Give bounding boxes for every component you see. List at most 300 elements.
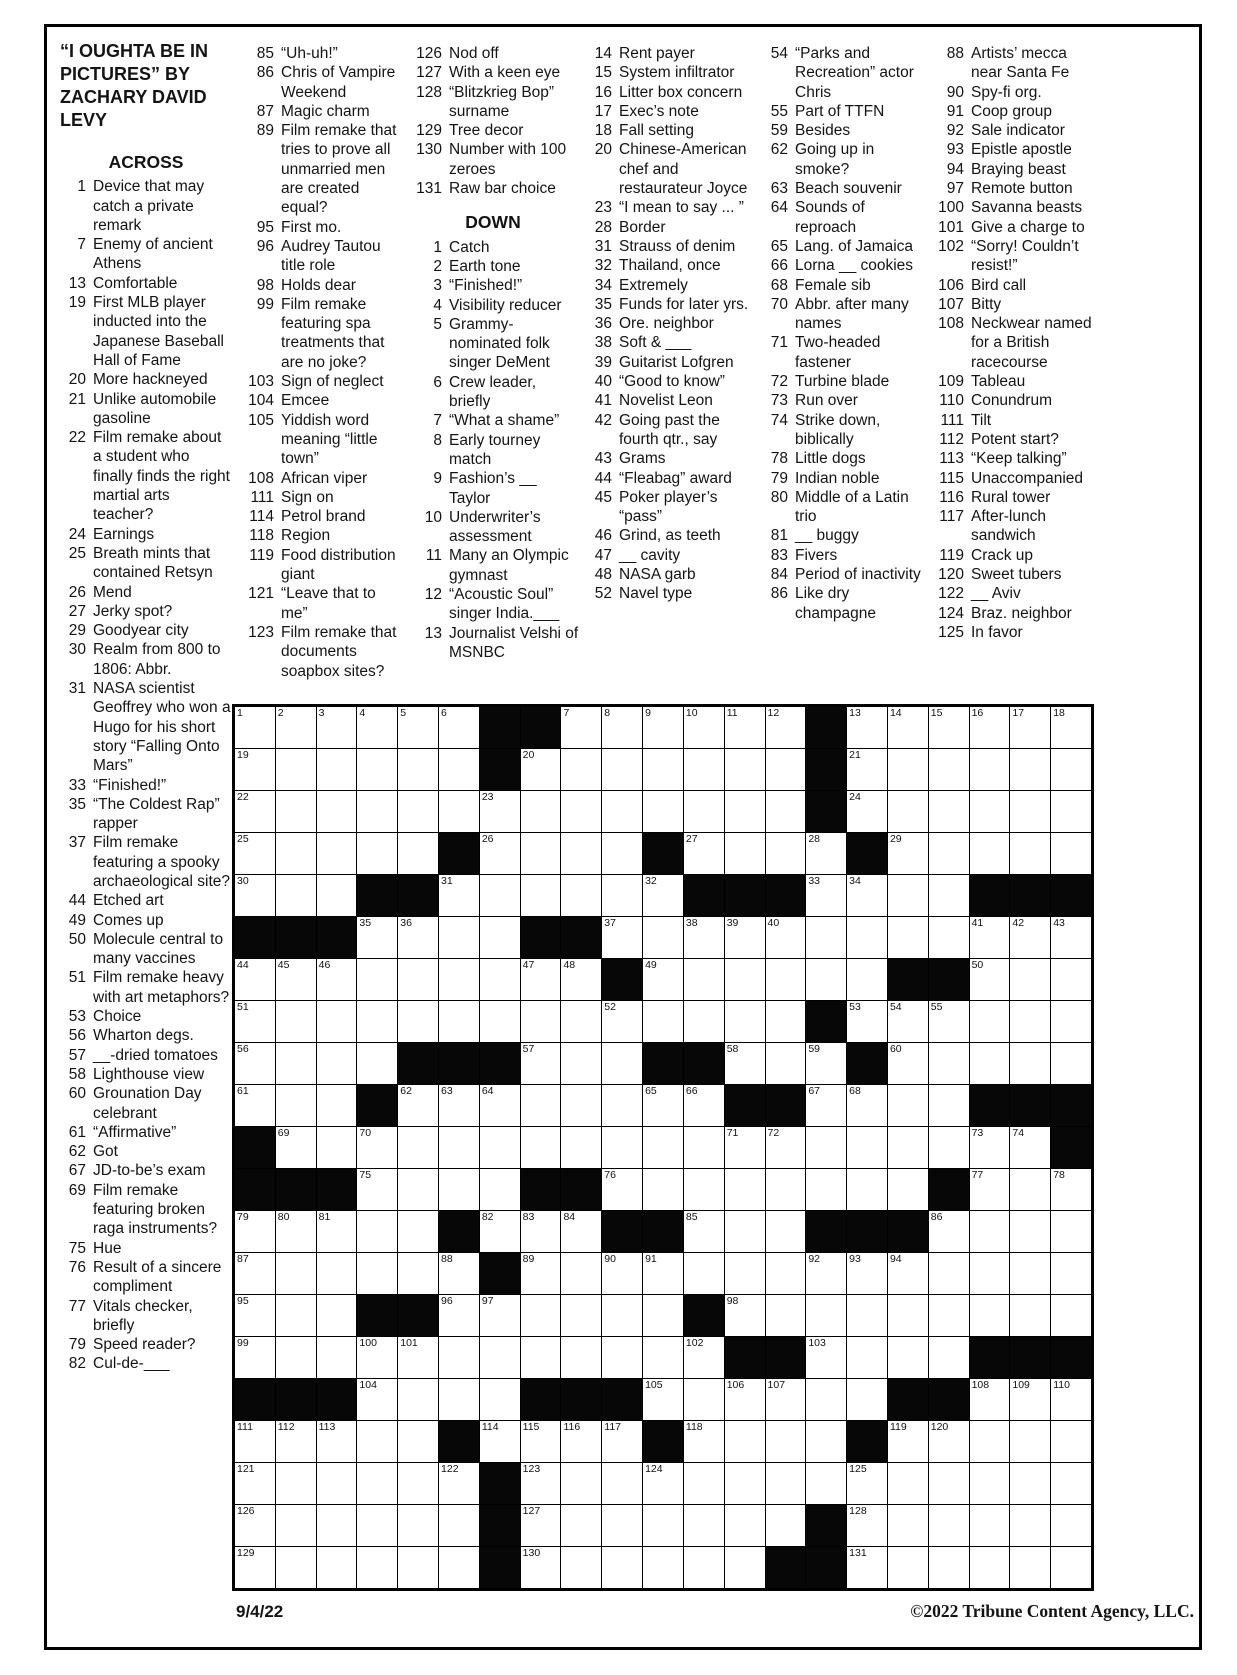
grid-cell[interactable] [561, 833, 601, 874]
grid-cell[interactable] [970, 1295, 1010, 1336]
grid-cell[interactable] [643, 1127, 683, 1168]
grid-cell[interactable] [684, 1127, 724, 1168]
grid-cell[interactable] [439, 1505, 479, 1546]
grid-cell[interactable] [602, 1295, 642, 1336]
grid-cell[interactable] [806, 959, 846, 1000]
grid-cell[interactable] [806, 1253, 846, 1294]
grid-cell[interactable] [847, 917, 887, 958]
grid-cell[interactable] [398, 1547, 438, 1588]
grid-cell[interactable] [276, 875, 316, 916]
grid-cell[interactable] [643, 959, 683, 1000]
grid-cell[interactable] [602, 1085, 642, 1126]
grid-cell[interactable] [970, 1001, 1010, 1042]
grid-cell[interactable] [602, 749, 642, 790]
grid-cell[interactable] [929, 791, 969, 832]
grid-cell[interactable] [561, 749, 601, 790]
grid-cell[interactable] [357, 1253, 397, 1294]
grid-cell[interactable] [398, 1463, 438, 1504]
grid-cell[interactable] [847, 749, 887, 790]
grid-cell[interactable] [480, 875, 520, 916]
grid-cell[interactable] [766, 1505, 806, 1546]
grid-cell[interactable] [357, 707, 397, 748]
grid-cell[interactable] [317, 1211, 357, 1252]
grid-cell[interactable] [643, 707, 683, 748]
grid-cell[interactable] [1010, 1169, 1050, 1210]
grid-cell[interactable] [561, 1295, 601, 1336]
grid-cell[interactable] [521, 1295, 561, 1336]
grid-cell[interactable] [929, 875, 969, 916]
grid-cell[interactable] [806, 1463, 846, 1504]
grid-cell[interactable] [602, 1127, 642, 1168]
grid-cell[interactable] [725, 917, 765, 958]
grid-cell[interactable] [480, 791, 520, 832]
grid-cell[interactable] [725, 1127, 765, 1168]
grid-cell[interactable] [480, 1421, 520, 1462]
grid-cell[interactable] [398, 1505, 438, 1546]
grid-cell[interactable] [602, 791, 642, 832]
grid-cell[interactable] [888, 875, 928, 916]
grid-cell[interactable] [847, 707, 887, 748]
grid-cell[interactable] [317, 1547, 357, 1588]
grid-cell[interactable] [806, 1169, 846, 1210]
grid-cell[interactable] [317, 875, 357, 916]
grid-cell[interactable] [766, 1127, 806, 1168]
grid-cell[interactable] [561, 1547, 601, 1588]
grid-cell[interactable] [847, 1169, 887, 1210]
grid-cell[interactable] [643, 1337, 683, 1378]
grid-cell[interactable] [235, 1505, 275, 1546]
grid-cell[interactable] [1010, 1127, 1050, 1168]
grid-cell[interactable] [929, 917, 969, 958]
grid-cell[interactable] [1010, 1547, 1050, 1588]
grid-cell[interactable] [235, 1295, 275, 1336]
grid-cell[interactable] [602, 1421, 642, 1462]
grid-cell[interactable] [480, 1337, 520, 1378]
grid-cell[interactable] [602, 1547, 642, 1588]
grid-cell[interactable] [766, 1001, 806, 1042]
grid-cell[interactable] [317, 1505, 357, 1546]
grid-cell[interactable] [398, 1001, 438, 1042]
grid-cell[interactable] [480, 1085, 520, 1126]
grid-cell[interactable] [806, 833, 846, 874]
grid-cell[interactable] [276, 1547, 316, 1588]
grid-cell[interactable] [684, 1001, 724, 1042]
grid-cell[interactable] [806, 1337, 846, 1378]
grid-cell[interactable] [398, 749, 438, 790]
grid-cell[interactable] [806, 1085, 846, 1126]
grid-cell[interactable] [235, 1547, 275, 1588]
grid-cell[interactable] [317, 707, 357, 748]
grid-cell[interactable] [521, 1505, 561, 1546]
grid-cell[interactable] [847, 1505, 887, 1546]
grid-cell[interactable] [929, 1211, 969, 1252]
grid-cell[interactable] [1010, 707, 1050, 748]
grid-cell[interactable] [766, 1253, 806, 1294]
grid-cell[interactable] [357, 749, 397, 790]
grid-cell[interactable] [398, 1085, 438, 1126]
grid-cell[interactable] [521, 833, 561, 874]
grid-cell[interactable] [847, 959, 887, 1000]
grid-cell[interactable] [561, 1505, 601, 1546]
grid-cell[interactable] [888, 1169, 928, 1210]
grid-cell[interactable] [725, 1547, 765, 1588]
grid-cell[interactable] [970, 1421, 1010, 1462]
grid-cell[interactable] [235, 1085, 275, 1126]
grid-cell[interactable] [561, 707, 601, 748]
grid-cell[interactable] [643, 917, 683, 958]
grid-cell[interactable] [766, 707, 806, 748]
grid-cell[interactable] [684, 1505, 724, 1546]
grid-cell[interactable] [847, 1337, 887, 1378]
grid-cell[interactable] [276, 1085, 316, 1126]
grid-cell[interactable] [1051, 833, 1091, 874]
grid-cell[interactable] [317, 833, 357, 874]
grid-cell[interactable] [276, 1505, 316, 1546]
grid-cell[interactable] [888, 791, 928, 832]
grid-cell[interactable] [521, 1463, 561, 1504]
grid-cell[interactable] [602, 875, 642, 916]
grid-cell[interactable] [317, 1463, 357, 1504]
grid-cell[interactable] [847, 1085, 887, 1126]
grid-cell[interactable] [398, 1211, 438, 1252]
grid-cell[interactable] [1010, 1253, 1050, 1294]
grid-cell[interactable] [235, 875, 275, 916]
grid-cell[interactable] [439, 1169, 479, 1210]
grid-cell[interactable] [1051, 1463, 1091, 1504]
grid-cell[interactable] [643, 1169, 683, 1210]
grid-cell[interactable] [235, 1253, 275, 1294]
grid-cell[interactable] [357, 1505, 397, 1546]
grid-cell[interactable] [766, 1043, 806, 1084]
grid-cell[interactable] [847, 875, 887, 916]
grid-cell[interactable] [725, 1169, 765, 1210]
grid-cell[interactable] [684, 833, 724, 874]
grid-cell[interactable] [725, 1379, 765, 1420]
grid-cell[interactable] [684, 917, 724, 958]
grid-cell[interactable] [643, 749, 683, 790]
grid-cell[interactable] [439, 1085, 479, 1126]
grid-cell[interactable] [766, 1211, 806, 1252]
grid-cell[interactable] [1051, 959, 1091, 1000]
grid-cell[interactable] [561, 1421, 601, 1462]
grid-cell[interactable] [561, 1337, 601, 1378]
grid-cell[interactable] [357, 791, 397, 832]
grid-cell[interactable] [357, 917, 397, 958]
grid-cell[interactable] [521, 1211, 561, 1252]
grid-cell[interactable] [276, 749, 316, 790]
grid-cell[interactable] [1010, 959, 1050, 1000]
grid-cell[interactable] [317, 791, 357, 832]
grid-cell[interactable] [725, 1505, 765, 1546]
grid-cell[interactable] [521, 1127, 561, 1168]
grid-cell[interactable] [1051, 749, 1091, 790]
grid-cell[interactable] [888, 1085, 928, 1126]
grid-cell[interactable] [725, 1043, 765, 1084]
grid-cell[interactable] [602, 1505, 642, 1546]
grid-cell[interactable] [276, 1127, 316, 1168]
grid-cell[interactable] [766, 791, 806, 832]
grid-cell[interactable] [480, 1379, 520, 1420]
grid-cell[interactable] [276, 791, 316, 832]
grid-cell[interactable] [888, 1463, 928, 1504]
grid-cell[interactable] [398, 1421, 438, 1462]
grid-cell[interactable] [561, 791, 601, 832]
grid-cell[interactable] [929, 749, 969, 790]
grid-cell[interactable] [561, 1043, 601, 1084]
grid-cell[interactable] [684, 1379, 724, 1420]
grid-cell[interactable] [276, 1421, 316, 1462]
grid-cell[interactable] [847, 1001, 887, 1042]
grid-cell[interactable] [1051, 707, 1091, 748]
grid-cell[interactable] [888, 1001, 928, 1042]
grid-cell[interactable] [317, 1085, 357, 1126]
grid-cell[interactable] [643, 1505, 683, 1546]
grid-cell[interactable] [929, 1043, 969, 1084]
grid-cell[interactable] [439, 1295, 479, 1336]
grid-cell[interactable] [970, 1043, 1010, 1084]
grid-cell[interactable] [276, 1463, 316, 1504]
grid-cell[interactable] [439, 1379, 479, 1420]
grid-cell[interactable] [1010, 1463, 1050, 1504]
grid-cell[interactable] [970, 1253, 1010, 1294]
grid-cell[interactable] [684, 1085, 724, 1126]
grid-cell[interactable] [480, 1211, 520, 1252]
grid-cell[interactable] [276, 1253, 316, 1294]
grid-cell[interactable] [521, 1421, 561, 1462]
grid-cell[interactable] [806, 1379, 846, 1420]
grid-cell[interactable] [806, 875, 846, 916]
grid-cell[interactable] [684, 791, 724, 832]
grid-cell[interactable] [357, 1547, 397, 1588]
grid-cell[interactable] [888, 1127, 928, 1168]
grid-cell[interactable] [929, 833, 969, 874]
grid-cell[interactable] [806, 1295, 846, 1336]
grid-cell[interactable] [602, 707, 642, 748]
grid-cell[interactable] [766, 749, 806, 790]
grid-cell[interactable] [725, 1253, 765, 1294]
grid-cell[interactable] [235, 791, 275, 832]
grid-cell[interactable] [602, 833, 642, 874]
grid-cell[interactable] [480, 1127, 520, 1168]
grid-cell[interactable] [806, 1127, 846, 1168]
grid-cell[interactable] [643, 1463, 683, 1504]
grid-cell[interactable] [1051, 1295, 1091, 1336]
grid-cell[interactable] [725, 959, 765, 1000]
grid-cell[interactable] [929, 1001, 969, 1042]
grid-cell[interactable] [521, 1001, 561, 1042]
grid-cell[interactable] [888, 1421, 928, 1462]
grid-cell[interactable] [398, 917, 438, 958]
grid-cell[interactable] [684, 707, 724, 748]
grid-cell[interactable] [847, 1253, 887, 1294]
grid-cell[interactable] [643, 1547, 683, 1588]
grid-cell[interactable] [439, 1337, 479, 1378]
grid-cell[interactable] [847, 791, 887, 832]
grid-cell[interactable] [235, 707, 275, 748]
grid-cell[interactable] [357, 1379, 397, 1420]
grid-cell[interactable] [357, 1211, 397, 1252]
grid-cell[interactable] [970, 1211, 1010, 1252]
grid-cell[interactable] [725, 1463, 765, 1504]
grid-cell[interactable] [602, 917, 642, 958]
grid-cell[interactable] [1010, 1295, 1050, 1336]
grid-cell[interactable] [1010, 1421, 1050, 1462]
grid-cell[interactable] [1010, 1001, 1050, 1042]
grid-cell[interactable] [1051, 1253, 1091, 1294]
grid-cell[interactable] [521, 1043, 561, 1084]
grid-cell[interactable] [480, 833, 520, 874]
grid-cell[interactable] [357, 1001, 397, 1042]
grid-cell[interactable] [643, 1085, 683, 1126]
grid-cell[interactable] [929, 1463, 969, 1504]
grid-cell[interactable] [398, 959, 438, 1000]
grid-cell[interactable] [643, 791, 683, 832]
grid-cell[interactable] [806, 1421, 846, 1462]
grid-cell[interactable] [357, 1421, 397, 1462]
grid-cell[interactable] [684, 1421, 724, 1462]
grid-cell[interactable] [521, 791, 561, 832]
grid-cell[interactable] [970, 1505, 1010, 1546]
grid-cell[interactable] [357, 1169, 397, 1210]
grid-cell[interactable] [1051, 791, 1091, 832]
grid-cell[interactable] [766, 917, 806, 958]
grid-cell[interactable] [276, 959, 316, 1000]
grid-cell[interactable] [684, 959, 724, 1000]
grid-cell[interactable] [643, 1253, 683, 1294]
grid-cell[interactable] [929, 1337, 969, 1378]
grid-cell[interactable] [480, 1001, 520, 1042]
grid-cell[interactable] [521, 1253, 561, 1294]
grid-cell[interactable] [439, 1547, 479, 1588]
grid-cell[interactable] [888, 833, 928, 874]
grid-cell[interactable] [276, 707, 316, 748]
grid-cell[interactable] [317, 1337, 357, 1378]
grid-cell[interactable] [1010, 1211, 1050, 1252]
grid-cell[interactable] [317, 1421, 357, 1462]
grid-cell[interactable] [521, 749, 561, 790]
grid-cell[interactable] [929, 1085, 969, 1126]
grid-cell[interactable] [888, 1547, 928, 1588]
grid-cell[interactable] [766, 1295, 806, 1336]
grid-cell[interactable] [439, 917, 479, 958]
grid-cell[interactable] [317, 1001, 357, 1042]
grid-cell[interactable] [521, 959, 561, 1000]
grid-cell[interactable] [766, 1169, 806, 1210]
grid-cell[interactable] [276, 1295, 316, 1336]
grid-cell[interactable] [521, 1337, 561, 1378]
grid-cell[interactable] [766, 1421, 806, 1462]
grid-cell[interactable] [847, 1379, 887, 1420]
grid-cell[interactable] [1010, 917, 1050, 958]
grid-cell[interactable] [684, 1253, 724, 1294]
grid-cell[interactable] [725, 1001, 765, 1042]
grid-cell[interactable] [684, 1211, 724, 1252]
grid-cell[interactable] [1051, 917, 1091, 958]
grid-cell[interactable] [439, 1127, 479, 1168]
grid-cell[interactable] [1010, 1043, 1050, 1084]
grid-cell[interactable] [317, 1043, 357, 1084]
grid-cell[interactable] [602, 1253, 642, 1294]
grid-cell[interactable] [929, 707, 969, 748]
grid-cell[interactable] [643, 1379, 683, 1420]
grid-cell[interactable] [398, 1337, 438, 1378]
grid-cell[interactable] [235, 1421, 275, 1462]
grid-cell[interactable] [1010, 791, 1050, 832]
grid-cell[interactable] [888, 1295, 928, 1336]
grid-cell[interactable] [970, 1379, 1010, 1420]
grid-cell[interactable] [1051, 1169, 1091, 1210]
grid-cell[interactable] [1051, 1379, 1091, 1420]
grid-cell[interactable] [398, 1253, 438, 1294]
grid-cell[interactable] [561, 1127, 601, 1168]
grid-cell[interactable] [317, 749, 357, 790]
grid-cell[interactable] [929, 1295, 969, 1336]
grid-cell[interactable] [970, 833, 1010, 874]
grid-cell[interactable] [235, 959, 275, 1000]
grid-cell[interactable] [357, 959, 397, 1000]
grid-cell[interactable] [1051, 1421, 1091, 1462]
grid-cell[interactable] [602, 1001, 642, 1042]
grid-cell[interactable] [357, 1337, 397, 1378]
grid-cell[interactable] [1010, 1505, 1050, 1546]
grid-cell[interactable] [929, 1505, 969, 1546]
grid-cell[interactable] [235, 1463, 275, 1504]
grid-cell[interactable] [480, 1295, 520, 1336]
grid-cell[interactable] [929, 1547, 969, 1588]
grid-cell[interactable] [561, 1085, 601, 1126]
grid-cell[interactable] [235, 1001, 275, 1042]
grid-cell[interactable] [725, 1295, 765, 1336]
grid-cell[interactable] [439, 1463, 479, 1504]
grid-cell[interactable] [725, 1211, 765, 1252]
grid-cell[interactable] [439, 875, 479, 916]
grid-cell[interactable] [480, 959, 520, 1000]
grid-cell[interactable] [602, 1043, 642, 1084]
grid-cell[interactable] [276, 833, 316, 874]
grid-cell[interactable] [970, 791, 1010, 832]
grid-cell[interactable] [439, 959, 479, 1000]
grid-cell[interactable] [643, 1295, 683, 1336]
grid-cell[interactable] [766, 1463, 806, 1504]
grid-cell[interactable] [766, 1379, 806, 1420]
grid-cell[interactable] [929, 1127, 969, 1168]
grid-cell[interactable] [439, 707, 479, 748]
grid-cell[interactable] [561, 959, 601, 1000]
grid-cell[interactable] [235, 1043, 275, 1084]
grid-cell[interactable] [439, 1253, 479, 1294]
grid-cell[interactable] [276, 1043, 316, 1084]
grid-cell[interactable] [398, 833, 438, 874]
grid-cell[interactable] [725, 833, 765, 874]
grid-cell[interactable] [970, 1169, 1010, 1210]
grid-cell[interactable] [317, 959, 357, 1000]
grid-cell[interactable] [561, 1001, 601, 1042]
grid-cell[interactable] [439, 749, 479, 790]
grid-cell[interactable] [235, 749, 275, 790]
grid-cell[interactable] [725, 1421, 765, 1462]
grid-cell[interactable] [970, 917, 1010, 958]
grid-cell[interactable] [521, 875, 561, 916]
grid-cell[interactable] [1051, 1211, 1091, 1252]
grid-cell[interactable] [561, 1253, 601, 1294]
grid-cell[interactable] [602, 1169, 642, 1210]
grid-cell[interactable] [357, 1463, 397, 1504]
grid-cell[interactable] [766, 959, 806, 1000]
grid-cell[interactable] [317, 1295, 357, 1336]
grid-cell[interactable] [970, 959, 1010, 1000]
grid-cell[interactable] [1010, 749, 1050, 790]
grid-cell[interactable] [235, 833, 275, 874]
